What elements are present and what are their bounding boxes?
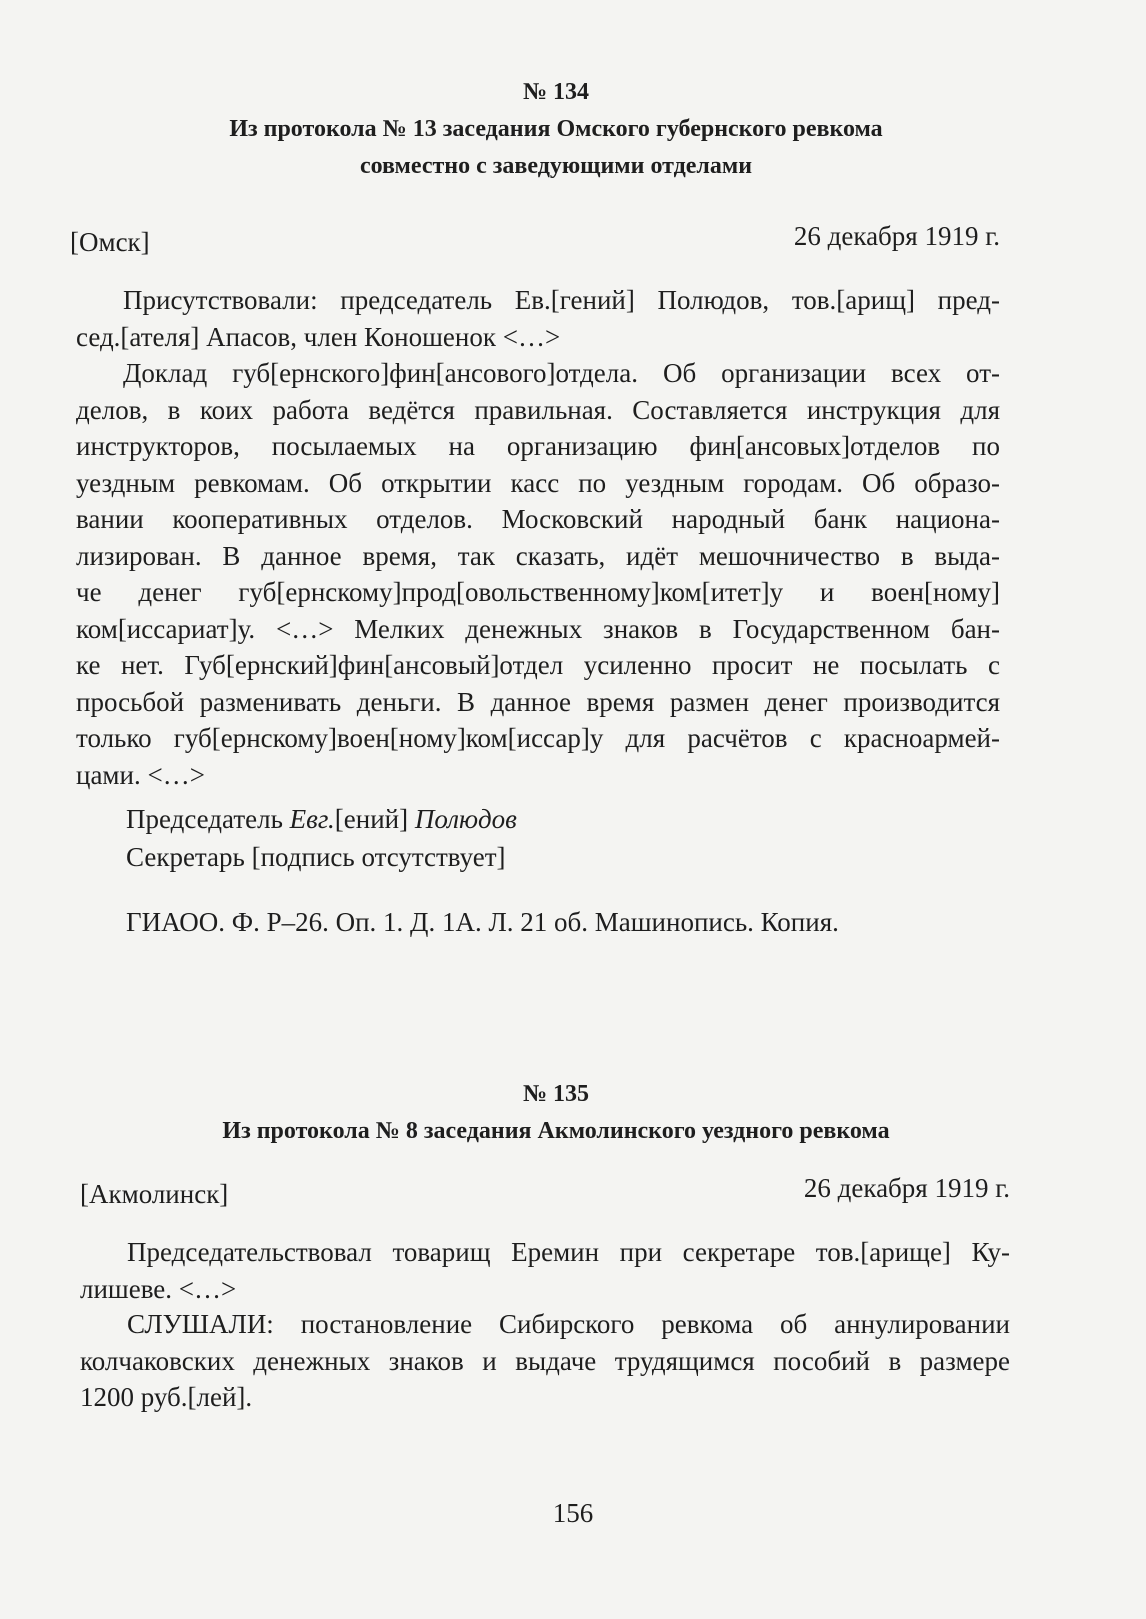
doc-title-line: Из протокола № 13 заседания Омского губернского ревкома xyxy=(229,116,883,142)
text-line: лишеве. <…> xyxy=(80,1273,237,1304)
text-line: че денег губ[ернскому]прод[овольственному]ком[итет]у и воен[ному] xyxy=(76,577,1000,607)
chair-surname: Полюдов xyxy=(414,804,517,834)
text-line: ке нет. Губ[ернский]фин[ансовый]отдел усиленно просит не посылать с xyxy=(76,650,1000,680)
doc-title-line: совместно с заведующими отделами xyxy=(359,153,753,179)
document-134 xyxy=(76,76,1036,185)
text-line: 1200 руб.[лей]. xyxy=(80,1382,253,1412)
text-line: ком[иссариат]у. <…> Мелких денежных знаков в Государственном бан- xyxy=(76,613,1000,644)
document-135 xyxy=(76,1078,1036,1150)
doc-title xyxy=(76,111,1036,185)
doc-date: 26 декабря 1919 г. xyxy=(803,1173,1010,1203)
doc-meta-row xyxy=(80,1170,1010,1212)
text-line: Присутствовали: председатель Ев.[гений] Полюдов, тов.[арищ] пред- xyxy=(123,285,1000,315)
archival-source xyxy=(76,904,1086,940)
heard-paragraph xyxy=(80,1306,1010,1416)
doc-number: № 135 xyxy=(522,1081,590,1107)
chaired-paragraph xyxy=(80,1234,1010,1307)
doc-number: № 134 xyxy=(522,79,590,105)
secretary-signature: Секретарь [подпись отсутствует] xyxy=(126,842,506,872)
doc-place: [Акмолинск] xyxy=(80,1179,229,1209)
attendance-paragraph xyxy=(76,282,1000,355)
text-line: уездным ревкомам. Об открытии касс по уездным городам. Об образо- xyxy=(76,467,1000,498)
chair-name-abbr: Евг. xyxy=(289,804,335,834)
report-paragraph xyxy=(76,355,1000,793)
text-line: только губ[ернскому]воен[ному]ком[иссар]у для расчётов с красноармей- xyxy=(76,723,1000,753)
doc-meta-row xyxy=(70,218,1000,260)
text-line: сед.[ателя] Апасов, член Коношенок <…> xyxy=(76,321,561,352)
text-line: Доклад губ[ернского]фин[ансового]отдела. Об организации всех от- xyxy=(123,358,1000,388)
chair-name-rest: [ений] xyxy=(334,804,409,834)
page-number: 156 xyxy=(552,1498,594,1528)
text-line: Председательствовал товарищ Еремин при секретаре тов.[арище] Ку- xyxy=(127,1237,1010,1267)
text-line: цами. <…> xyxy=(76,759,205,790)
chair-label: Председатель xyxy=(126,804,283,834)
signatures xyxy=(76,800,1086,876)
text-line: СЛУШАЛИ: постановление Сибирского ревкома об аннулировании xyxy=(127,1309,1010,1339)
doc-date: 26 декабря 1919 г. xyxy=(793,221,1000,251)
archival-source-text: ГИАОО. Ф. Р–26. Оп. 1. Д. 1А. Л. 21 об. Машинопись. Копия. xyxy=(126,907,839,937)
doc-place: [Омск] xyxy=(70,227,150,257)
chair-signature xyxy=(126,800,1086,838)
doc-title: Из протокола № 8 заседания Акмолинского уездного ревкома xyxy=(222,1118,890,1144)
text-line: просьбой разменивать деньги. В данное время размен денег производится xyxy=(76,686,1000,717)
text-line: делов, в коих работа ведётся правильная. Составляется инструкция для xyxy=(76,394,1000,425)
text-line: колчаковских денежных знаков и выдаче трудящимся пособий в размере xyxy=(80,1345,1010,1376)
text-line: лизирован. В данное время, так сказать, идёт мешочничество в выда- xyxy=(76,540,1000,571)
text-line: инструкторов, посылаемых на организацию фин[ансовых]отделов по xyxy=(76,431,1000,461)
text-line: вании кооперативных отделов. Московский народный банк национа- xyxy=(76,504,1000,534)
